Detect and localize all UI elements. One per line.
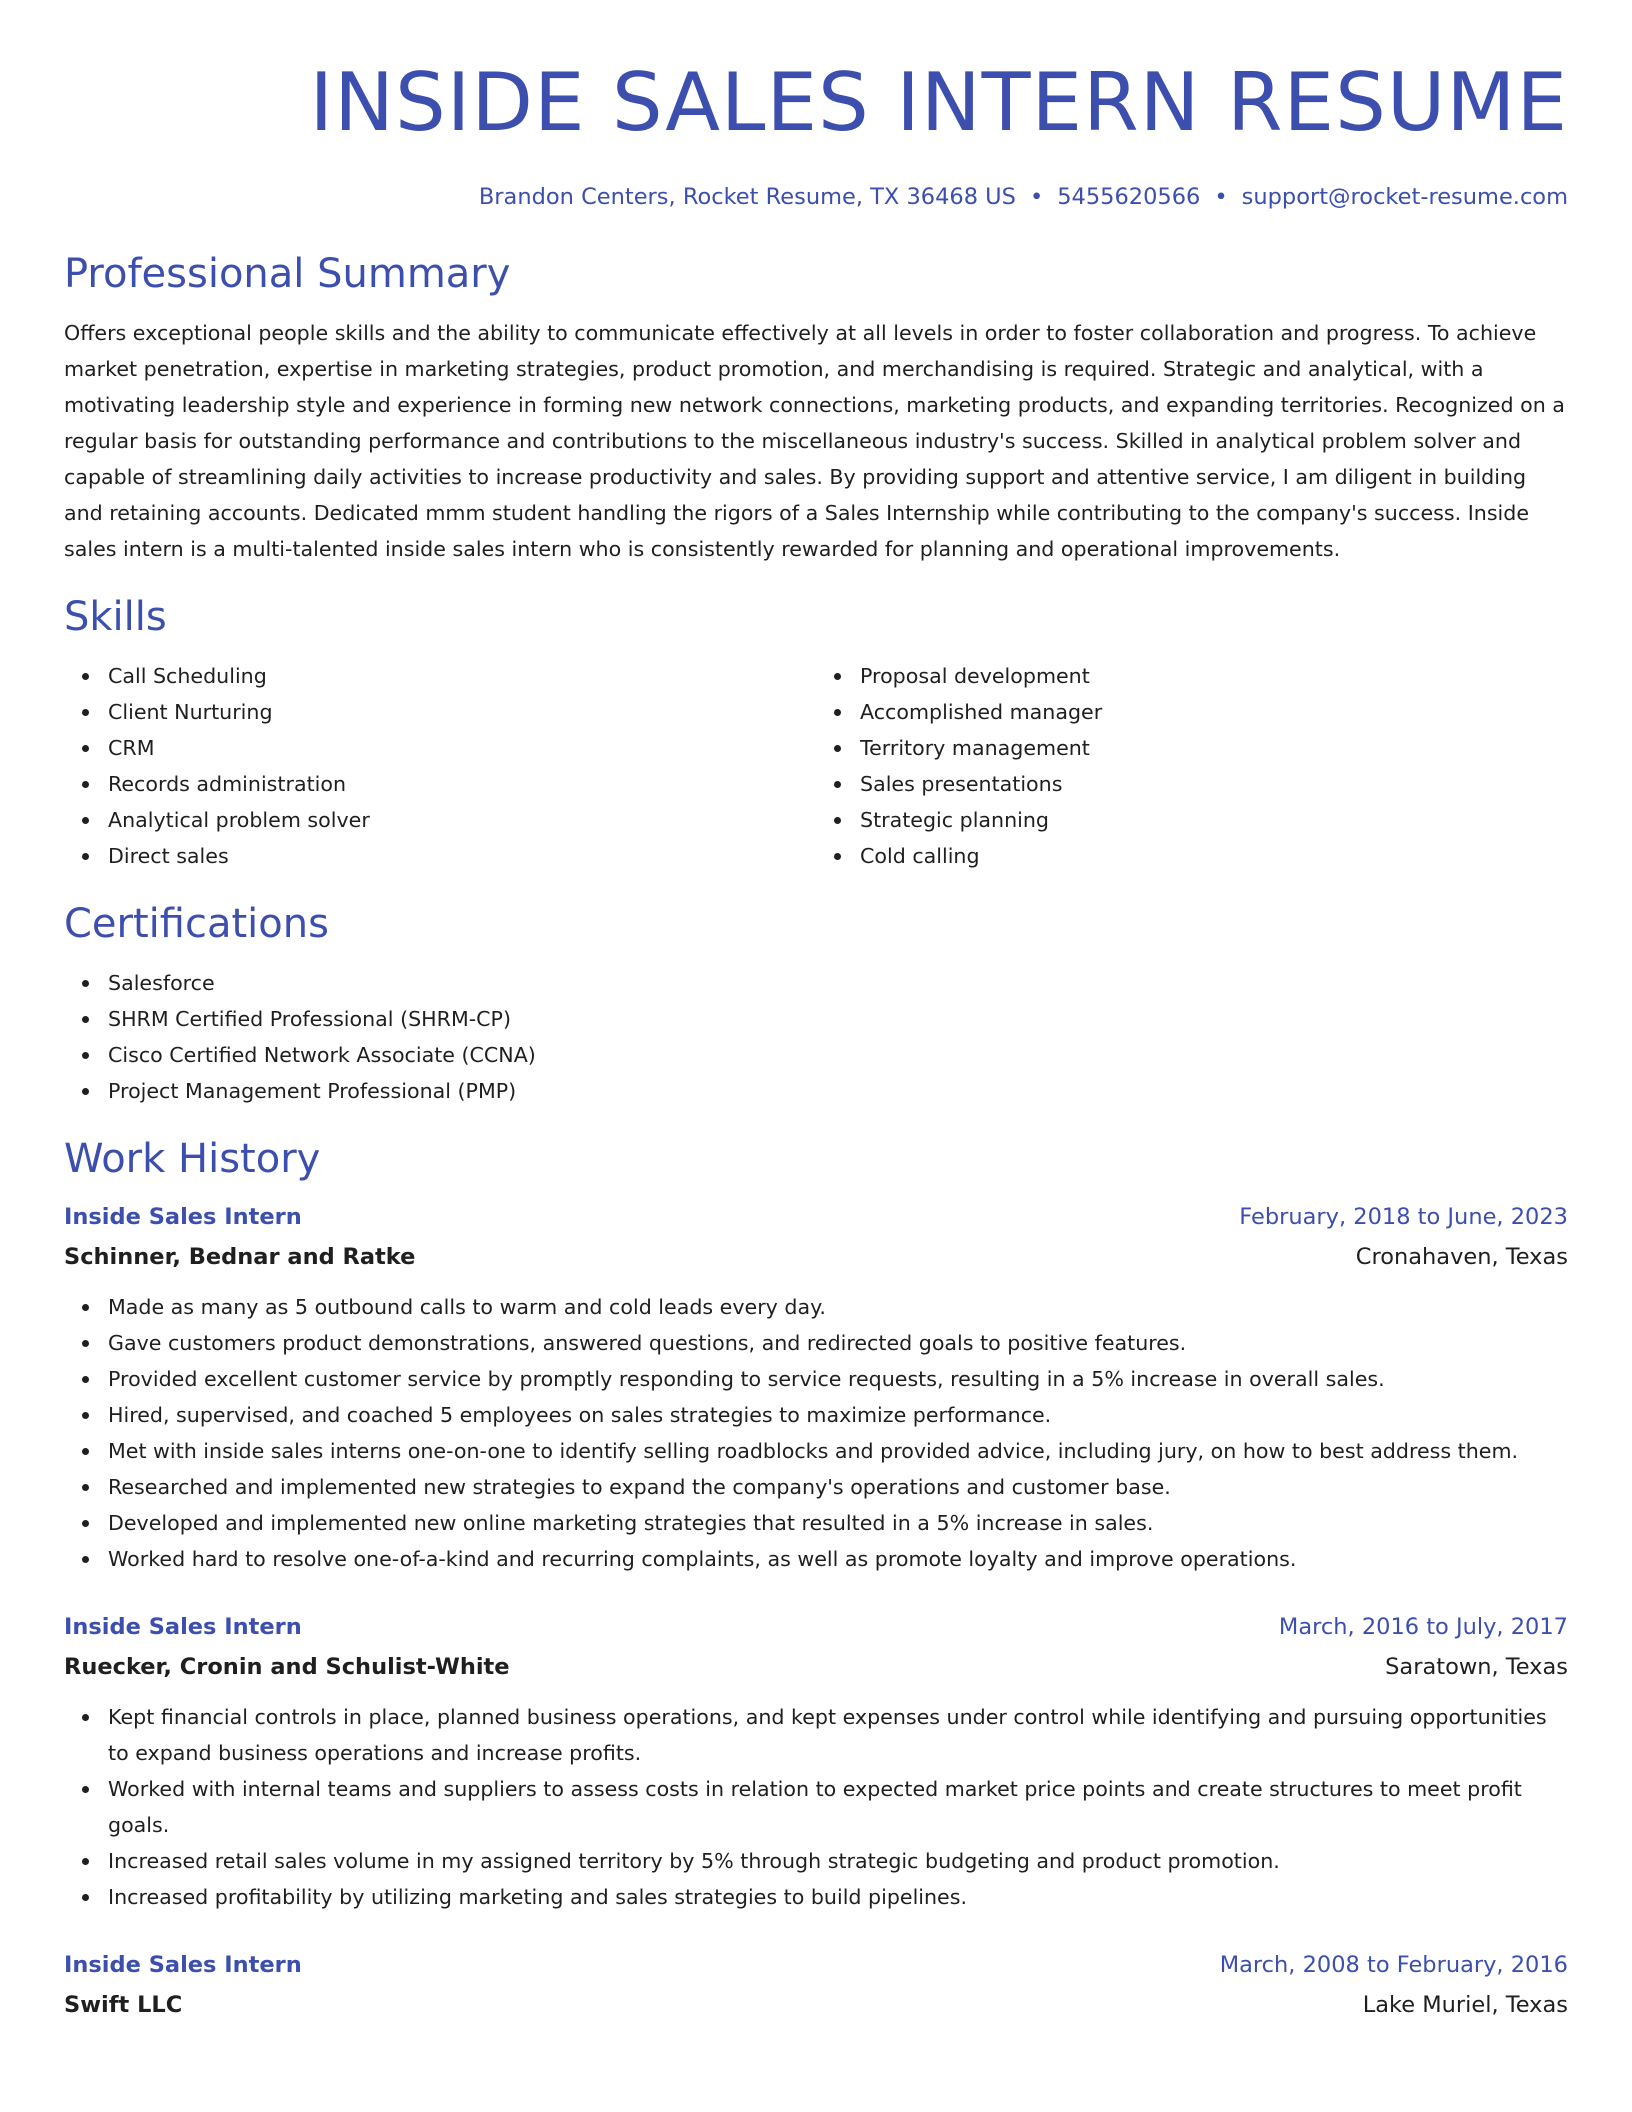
job-duty: Made as many as 5 outbound calls to warm and cold leads every day. bbox=[108, 1289, 1568, 1325]
job-duty: Researched and implemented new strategies to expand the company's operations and customer base. bbox=[108, 1469, 1568, 1505]
skill-item: Proposal development bbox=[860, 658, 1568, 694]
job-duty: Increased retail sales volume in my assigned territory by 5% through strategic budgeting and product promotion. bbox=[108, 1843, 1568, 1879]
certifications-list bbox=[64, 965, 1568, 1109]
job-duties-list bbox=[64, 1289, 1568, 1577]
job-company-row bbox=[64, 1239, 1568, 1275]
job-title: Inside Sales Intern bbox=[64, 1204, 302, 1230]
job-duty: Increased profitability by utilizing marketing and sales strategies to build pipelines. bbox=[108, 1879, 1568, 1915]
resume-page bbox=[64, 0, 1568, 2023]
contact-phone: 5455620566 bbox=[1057, 184, 1201, 210]
job-duty: Met with inside sales interns one-on-one to identify selling roadblocks and provided advice, including jury, on how to best address them. bbox=[108, 1433, 1568, 1469]
summary-heading: Professional Summary bbox=[64, 251, 511, 297]
certification-item: Salesforce bbox=[108, 965, 1568, 1001]
job-dates: March, 2016 to July, 2017 bbox=[1278, 1614, 1568, 1640]
job-duties-list bbox=[64, 1699, 1568, 1915]
skill-item: Records administration bbox=[108, 766, 816, 802]
contact-separator: • bbox=[1029, 184, 1044, 210]
job-location: Lake Muriel, Texas bbox=[1362, 1992, 1568, 2018]
job-header-row bbox=[64, 1199, 1568, 1235]
skills-heading: Skills bbox=[64, 594, 167, 640]
job-duty: Kept financial controls in place, planned business operations, and kept expenses under control while identifying and pursuing opportunities to expand business operations and increase profits. bbox=[108, 1699, 1568, 1771]
contact-separator: • bbox=[1214, 184, 1228, 210]
certification-item: Cisco Certified Network Associate (CCNA) bbox=[108, 1037, 1568, 1073]
job-entry bbox=[64, 1199, 1568, 1577]
job-company-row bbox=[64, 1987, 1568, 2023]
job-duty: Gave customers product demonstrations, answered questions, and redirected goals to positive features. bbox=[108, 1325, 1568, 1361]
certification-item: Project Management Professional (PMP) bbox=[108, 1073, 1568, 1109]
certifications-heading: Certifications bbox=[64, 901, 329, 947]
job-title: Inside Sales Intern bbox=[64, 1614, 302, 1640]
job-company: Schinner, Bednar and Ratke bbox=[64, 1244, 416, 1270]
contact-address: Brandon Centers, Rocket Resume, TX 36468 US bbox=[478, 184, 1016, 210]
skill-item: Call Scheduling bbox=[108, 658, 816, 694]
job-dates: March, 2008 to February, 2016 bbox=[1219, 1952, 1568, 1978]
job-header-row bbox=[64, 1609, 1568, 1645]
contact-line bbox=[64, 182, 1568, 212]
skill-item: Sales presentations bbox=[860, 766, 1568, 802]
job-location: Cronahaven, Texas bbox=[1355, 1244, 1568, 1270]
job-company: Ruecker, Cronin and Schulist-White bbox=[64, 1654, 510, 1680]
job-duty: Worked with internal teams and suppliers to assess costs in relation to expected market price points and create structures to meet profit goals. bbox=[108, 1771, 1568, 1843]
skill-item: Accomplished manager bbox=[860, 694, 1568, 730]
skills-list-left bbox=[64, 658, 816, 874]
skill-item: Strategic planning bbox=[860, 802, 1568, 838]
job-title: Inside Sales Intern bbox=[64, 1952, 302, 1978]
summary-text: Offers exceptional people skills and the ability to communicate effectively at all levels in order to foster collaboration and progress. To achieve market penetration, expertise in marketing strategies, product promotion, and merchandising is required. Strategic and analytical, with a motivating leadership style and experience in forming new network connections, marketing products, and expanding territories. Recognized on a regular basis for outstanding performance and contributions to the miscellaneous industry's success. Skilled in analytical problem solver and capable of streamlining daily activities to increase productivity and sales. By providing support and attentive service, I am diligent in building and retaining accounts. Dedicated mmm student handling the rigors of a Sales Internship while contributing to the company's success. Inside sales intern is a multi-talented inside sales intern who is consistently rewarded for planning and operational improvements. bbox=[64, 321, 1565, 561]
job-duty: Worked hard to resolve one-of-a-kind and recurring complaints, as well as promote loyalty and improve operations. bbox=[108, 1541, 1568, 1577]
skill-item: Client Nurturing bbox=[108, 694, 816, 730]
job-company: Swift LLC bbox=[64, 1992, 183, 2018]
job-company-row bbox=[64, 1649, 1568, 1685]
skill-item: Cold calling bbox=[860, 838, 1568, 874]
skill-item: CRM bbox=[108, 730, 816, 766]
work-history-heading: Work History bbox=[64, 1136, 321, 1182]
skills-grid bbox=[64, 658, 1568, 874]
job-duty: Developed and implemented new online marketing strategies that resulted in a 5% increase in sales. bbox=[108, 1505, 1568, 1541]
job-dates: February, 2018 to June, 2023 bbox=[1239, 1204, 1568, 1230]
skills-list-right bbox=[816, 658, 1568, 874]
skill-item: Direct sales bbox=[108, 838, 816, 874]
job-entry bbox=[64, 1609, 1568, 1915]
resume-title: INSIDE SALES INTERN RESUME bbox=[309, 56, 1568, 149]
job-entry bbox=[64, 1947, 1568, 2023]
job-duty: Provided excellent customer service by promptly responding to service requests, resulting in a 5% increase in overall sales. bbox=[108, 1361, 1568, 1397]
certification-item: SHRM Certified Professional (SHRM-CP) bbox=[108, 1001, 1568, 1037]
job-header-row bbox=[64, 1947, 1568, 1983]
skill-item: Analytical problem solver bbox=[108, 802, 816, 838]
skill-item: Territory management bbox=[860, 730, 1568, 766]
job-duty: Hired, supervised, and coached 5 employees on sales strategies to maximize performance. bbox=[108, 1397, 1568, 1433]
job-location: Saratown, Texas bbox=[1385, 1654, 1568, 1680]
contact-email: support@rocket-resume.com bbox=[1241, 184, 1568, 210]
